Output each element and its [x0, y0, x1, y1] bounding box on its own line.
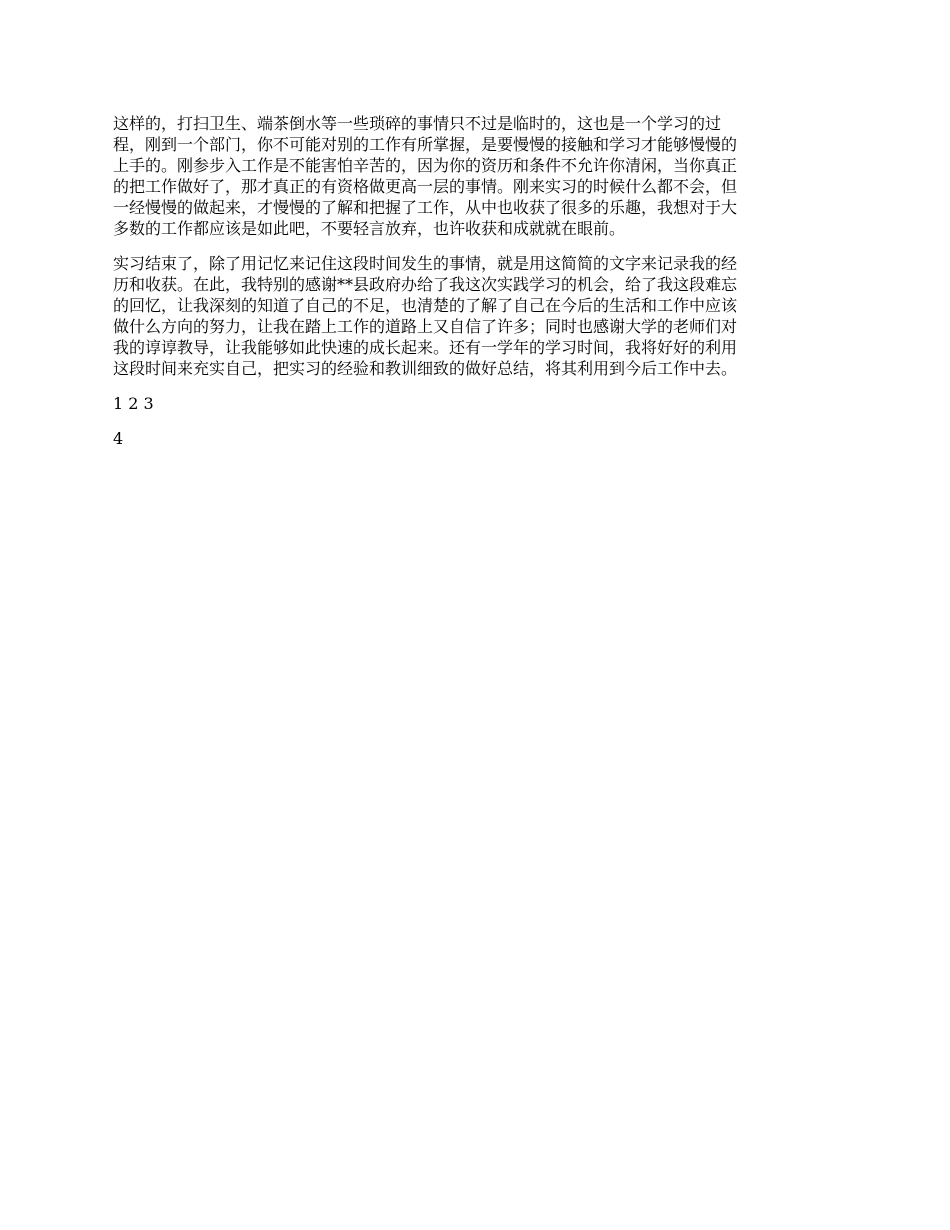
text-line: 这段时间来充实自己，把实习的经验和教训细致的做好总结，将其利用到今后工作中去。	[113, 359, 738, 378]
text-line: 做什么方向的努力，让我在踏上工作的道路上又自信了许多；同时也感谢大学的老师们对	[113, 317, 738, 336]
text-line: 的把工作做好了，那才真正的有资格做更高一层的事情。刚来实习的时候什么都不会，但	[113, 177, 738, 196]
text-line: 一经慢慢的做起来，才慢慢的了解和把握了工作，从中也收获了很多的乐趣，我想对于大	[113, 198, 738, 217]
text-line: 实习结束了，除了用记忆来记住这段时间发生的事情，就是用这简简的文字来记录我的经	[113, 254, 738, 273]
text-line: 程，刚到一个部门，你不可能对别的工作有所掌握，是要慢慢的接触和学习才能够慢慢的	[113, 135, 738, 154]
text-line: 上手的。刚参步入工作是不能害怕辛苦的，因为你的资历和条件不允许你清闲，当你真正	[113, 156, 738, 175]
paragraph-internship-reflection	[113, 113, 839, 239]
paragraph-internship-conclusion	[113, 253, 839, 379]
document-page	[113, 113, 839, 463]
text-line: 的回忆，让我深刻的知道了自己的不足，也清楚的了解了自己在今后的生活和工作中应该	[113, 296, 738, 315]
page-number-last: 4	[113, 429, 124, 448]
page-numbers: 1 2 3	[113, 394, 154, 413]
text-line: 我的谆谆教导，让我能够如此快速的成长起来。还有一学年的学习时间，我将好好的利用	[113, 338, 738, 357]
text-line: 这样的，打扫卫生、端茶倒水等一些琐碎的事情只不过是临时的，这也是一个学习的过	[113, 114, 722, 133]
text-line: 多数的工作都应该是如此吧，不要轻言放弃，也许收获和成就就在眼前。	[113, 219, 626, 238]
text-line: 历和收获。在此，我特别的感谢**县政府办给了我这次实践学习的机会，给了我这段难忘	[113, 275, 738, 294]
